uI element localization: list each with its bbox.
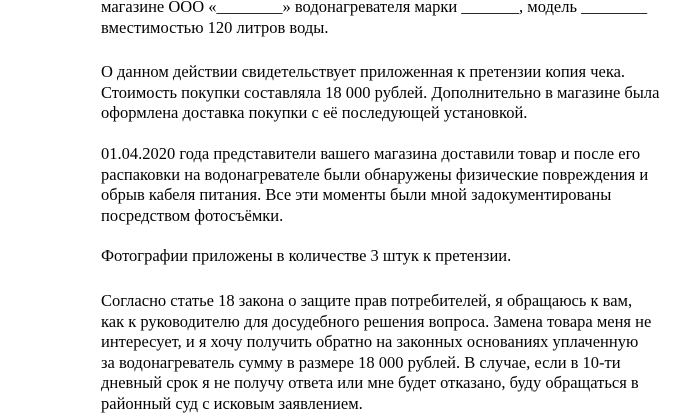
paragraph-photos [101, 246, 651, 267]
text-line: обрыв кабеля питания. Все эти моменты были мной задокументированы [101, 185, 612, 205]
text-line: магазине ООО «________» водонагревателя марки _______, модель ________ [101, 0, 648, 16]
text-line: как к руководителю для досудебного решения вопроса. Замена товара меня не [101, 311, 652, 331]
text-line: распаковки на водонагревателе были обнаружены физические повреждения и [101, 164, 649, 184]
text-line: интересует, и я хочу получить обратно на законных основаниях уплаченную [101, 332, 639, 352]
text-line: 01.04.2020 года представители вашего магазина доставили товар и после его [101, 144, 641, 163]
paragraph-intro-tail [101, 0, 651, 38]
text-line: районный суд с исковым заявлением. [101, 393, 363, 413]
text-line: Фотографии приложены в количестве 3 штук к претензии. [101, 246, 512, 265]
text-line: вместимостью 120 литров воды. [101, 17, 329, 37]
text-line: за водонагреватель сумму в размере 18 000 рублей. В случае, если в 10-ти [101, 352, 621, 372]
text-line: посредством фотосъёмки. [101, 205, 284, 225]
text-line: Согласно статье 18 закона о защите прав потребителей, я обращаюсь к вам, [101, 291, 633, 310]
text-line: оформлена доставка покупки с её последующей установкой. [101, 103, 528, 123]
paragraph-receipt [101, 62, 660, 124]
text-line: О данном действии свидетельствует приложенная к претензии копия чека. [101, 62, 626, 81]
text-line: Стоимость покупки составляла 18 000 рублей. Дополнительно в магазине была [101, 82, 660, 102]
paragraph-demand [101, 291, 651, 415]
paragraph-delivery [101, 144, 651, 226]
text-line: дневный срок я не получу ответа или мне будет отказано, буду обращаться в [101, 373, 639, 393]
